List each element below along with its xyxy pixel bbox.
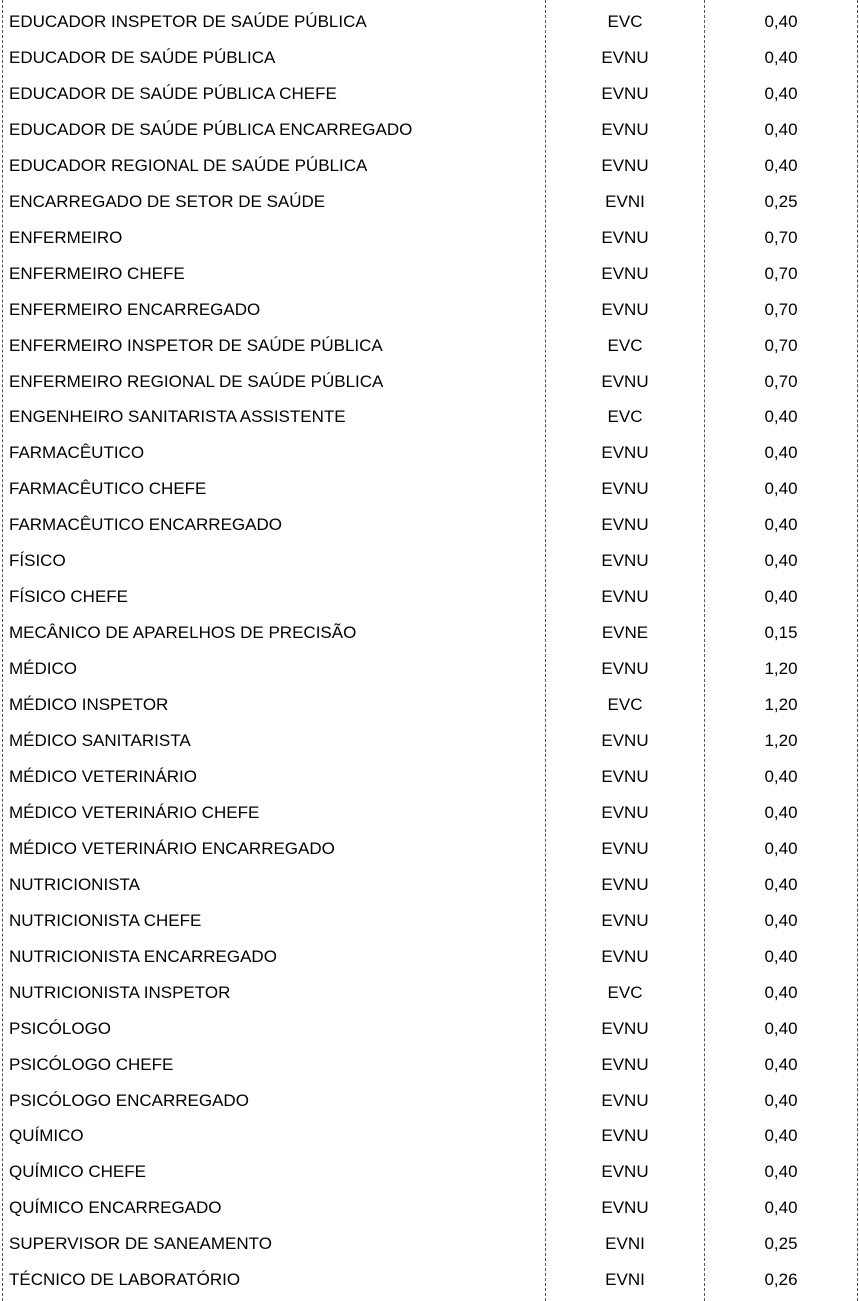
classification-code-cell: EVNI	[605, 191, 645, 211]
position-name-cell: MÉDICO INSPETOR	[9, 695, 169, 715]
classification-code-cell: EVNU	[601, 587, 649, 607]
value-cell: 0,15	[764, 623, 798, 643]
classification-code-cell: EVNU	[601, 766, 649, 786]
classification-code-cell: EVC	[607, 12, 643, 31]
value-cell: 0,40	[764, 47, 798, 67]
classification-code-cell: EVNU	[601, 1054, 649, 1074]
classification-code-cell: EVNU	[601, 1126, 649, 1146]
classification-code-cell: EVNI	[605, 1234, 645, 1254]
classification-code-cell: EVNU	[601, 371, 649, 391]
table-row	[0, 939, 859, 975]
position-name-cell: QUÍMICO CHEFE	[9, 1162, 146, 1182]
position-name-cell: ENGENHEIRO SANITARISTA ASSISTENTE	[9, 407, 346, 427]
table-row	[0, 399, 859, 435]
table-row	[0, 615, 859, 651]
position-name-cell: FARMACÊUTICO ENCARREGADO	[9, 515, 282, 535]
position-name-cell: PSICÓLOGO CHEFE	[9, 1054, 174, 1074]
table-row	[0, 40, 859, 76]
classification-code-cell: EVNU	[601, 551, 649, 571]
position-name-cell: ENFERMEIRO REGIONAL DE SAÚDE PÚBLICA	[9, 371, 384, 391]
table-row	[0, 867, 859, 903]
classification-code-cell: EVNU	[601, 83, 649, 103]
position-name-cell: EDUCADOR DE SAÚDE PÚBLICA CHEFE	[9, 83, 337, 103]
position-name-cell: NUTRICIONISTA CHEFE	[9, 910, 202, 930]
value-cell: 0,40	[764, 910, 798, 930]
classification-code-cell: EVNU	[601, 1090, 649, 1110]
table-row	[0, 795, 859, 831]
table-row	[0, 651, 859, 687]
position-name-cell: MÉDICO VETERINÁRIO CHEFE	[9, 802, 260, 822]
value-cell: 1,20	[764, 731, 798, 750]
table-row	[0, 1262, 859, 1298]
position-name-cell: SUPERVISOR DE SANEAMENTO	[9, 1234, 272, 1254]
position-name-cell: ENFERMEIRO	[9, 227, 123, 247]
value-cell: 0,40	[764, 982, 798, 1002]
position-name-cell: EDUCADOR DE SAÚDE PÚBLICA	[9, 47, 276, 67]
position-name-cell: ENFERMEIRO CHEFE	[9, 263, 185, 283]
classification-code-cell: EVNU	[601, 479, 649, 499]
table-row	[0, 903, 859, 939]
table-row	[0, 1047, 859, 1083]
classification-code-cell: EVC	[607, 695, 643, 715]
table-row	[0, 687, 859, 723]
position-name-cell: TÉCNICO DE LABORATÓRIO	[9, 1270, 241, 1290]
value-cell: 0,26	[764, 1270, 798, 1290]
table-row	[0, 1226, 859, 1262]
table-row	[0, 328, 859, 364]
position-name-cell: QUÍMICO ENCARREGADO	[9, 1198, 222, 1218]
value-cell: 0,40	[764, 119, 798, 139]
value-cell: 0,40	[764, 1198, 798, 1218]
table-row	[0, 220, 859, 256]
classification-code-cell: EVNU	[601, 515, 649, 535]
classification-code-cell: EVC	[607, 335, 643, 355]
table-row	[0, 507, 859, 543]
table-row	[0, 975, 859, 1011]
value-cell: 0,40	[764, 515, 798, 535]
value-cell: 0,40	[764, 83, 798, 103]
classification-code-cell: EVC	[607, 407, 643, 427]
position-name-cell: QUÍMICO	[9, 1126, 84, 1146]
value-cell: 0,40	[764, 1162, 798, 1182]
position-name-cell: MÉDICO VETERINÁRIO ENCARREGADO	[9, 838, 335, 858]
table-row	[0, 112, 859, 148]
classification-code-cell: EVNU	[601, 47, 649, 67]
classification-code-cell: EVNU	[601, 443, 649, 463]
table-row	[0, 1011, 859, 1047]
classification-code-cell: EVNU	[601, 802, 649, 822]
classification-code-cell: EVNU	[601, 731, 649, 750]
value-cell: 1,20	[764, 695, 798, 715]
position-name-cell: NUTRICIONISTA INSPETOR	[9, 982, 231, 1002]
value-cell: 0,25	[764, 191, 798, 211]
table-row	[0, 184, 859, 220]
table-row	[0, 1190, 859, 1226]
classification-code-cell: EVNU	[601, 838, 649, 858]
table-row	[0, 1083, 859, 1119]
value-cell: 0,70	[764, 227, 798, 247]
classification-code-cell: EVNU	[601, 1018, 649, 1038]
classification-code-cell: EVNU	[601, 946, 649, 966]
table-row	[0, 148, 859, 184]
value-cell: 0,70	[764, 335, 798, 355]
value-cell: 0,40	[764, 1090, 798, 1110]
table-row	[0, 471, 859, 507]
table-row	[0, 723, 859, 759]
position-name-cell: FARMACÊUTICO CHEFE	[9, 479, 207, 499]
value-cell: 0,40	[764, 1126, 798, 1146]
position-name-cell: FÍSICO CHEFE	[9, 587, 129, 607]
classification-code-cell: EVNU	[601, 119, 649, 139]
position-name-cell: MÉDICO	[9, 659, 77, 679]
value-cell: 0,40	[764, 551, 798, 571]
position-name-cell: MECÂNICO DE APARELHOS DE PRECISÃO	[9, 623, 357, 643]
classification-code-cell: EVNU	[601, 155, 649, 175]
value-cell: 0,40	[764, 1054, 798, 1074]
value-cell: 0,40	[764, 479, 798, 499]
position-name-cell: EDUCADOR INSPETOR DE SAÚDE PÚBLICA	[9, 12, 367, 31]
position-name-cell: ENFERMEIRO INSPETOR DE SAÚDE PÚBLICA	[9, 335, 383, 355]
table-row	[0, 1154, 859, 1190]
table-row	[0, 579, 859, 615]
value-cell: 0,40	[764, 587, 798, 607]
table-row	[0, 364, 859, 400]
classification-code-cell: EVNU	[601, 1162, 649, 1182]
classification-code-cell: EVNE	[601, 623, 649, 643]
table-row	[0, 76, 859, 112]
classification-code-cell: EVNU	[601, 299, 649, 319]
table-row	[0, 831, 859, 867]
value-cell: 0,40	[764, 12, 798, 31]
value-cell: 0,70	[764, 371, 798, 391]
value-cell: 0,40	[764, 766, 798, 786]
position-name-cell: PSICÓLOGO	[9, 1018, 112, 1038]
value-cell: 0,40	[764, 874, 798, 894]
classification-code-cell: EVNI	[605, 1270, 645, 1290]
value-cell: 0,40	[764, 1018, 798, 1038]
classification-code-cell: EVC	[607, 982, 643, 1002]
table-row	[0, 435, 859, 471]
position-name-cell: MÉDICO SANITARISTA	[9, 731, 191, 750]
value-cell: 0,40	[764, 838, 798, 858]
value-cell: 0,40	[764, 407, 798, 427]
table-row	[0, 256, 859, 292]
table-row	[0, 1118, 859, 1154]
value-cell: 1,20	[764, 659, 798, 679]
classification-code-cell: EVNU	[601, 1198, 649, 1218]
value-cell: 0,70	[764, 263, 798, 283]
classification-code-cell: EVNU	[601, 659, 649, 679]
position-name-cell: NUTRICIONISTA	[9, 874, 140, 894]
table-row	[0, 292, 859, 328]
position-name-cell: ENFERMEIRO ENCARREGADO	[9, 299, 261, 319]
value-cell: 0,40	[764, 155, 798, 175]
position-name-cell: EDUCADOR REGIONAL DE SAÚDE PÚBLICA	[9, 155, 368, 175]
classification-code-cell: EVNU	[601, 227, 649, 247]
value-cell: 0,40	[764, 802, 798, 822]
classification-code-cell: EVNU	[601, 910, 649, 930]
position-name-cell: NUTRICIONISTA ENCARREGADO	[9, 946, 277, 966]
value-cell: 0,40	[764, 443, 798, 463]
position-name-cell: EDUCADOR DE SAÚDE PÚBLICA ENCARREGADO	[9, 119, 413, 139]
position-name-cell: FÍSICO	[9, 551, 66, 571]
classification-code-cell: EVNU	[601, 263, 649, 283]
position-name-cell: MÉDICO VETERINÁRIO	[9, 766, 197, 786]
table-row	[0, 543, 859, 579]
position-name-cell: PSICÓLOGO ENCARREGADO	[9, 1090, 249, 1110]
value-cell: 0,40	[764, 946, 798, 966]
table-row	[0, 759, 859, 795]
position-name-cell: ENCARREGADO DE SETOR DE SAÚDE	[9, 191, 326, 211]
value-cell: 0,25	[764, 1234, 798, 1254]
table-row	[0, 4, 859, 40]
value-cell: 0,70	[764, 299, 798, 319]
classification-code-cell: EVNU	[601, 874, 649, 894]
position-name-cell: FARMACÊUTICO	[9, 443, 145, 463]
